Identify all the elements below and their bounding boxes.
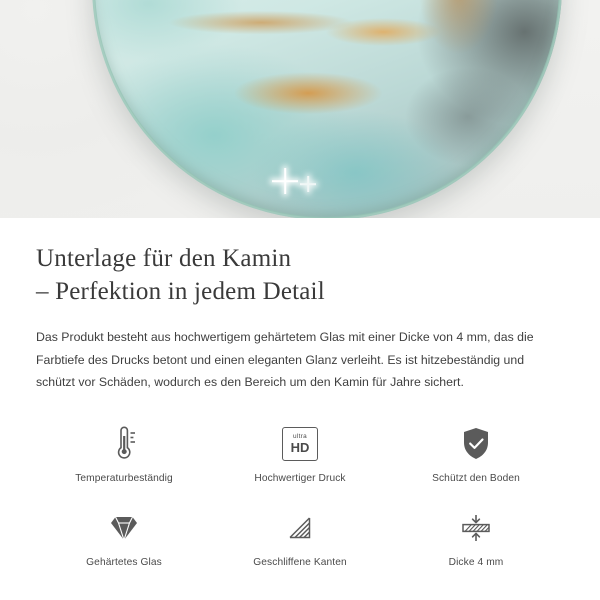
- page-title-line-1: Unterlage für den Kamin: [36, 245, 292, 272]
- feature-grid: [36, 418, 564, 574]
- product-description: Das Produkt besteht aus hochwertigem gehärtetem Glas mit einer Dicke von 4 mm, das die Farbtiefe des Drucks betont und einen eleganten Glanz verleiht. Es ist hitzebeständig und schützt vor Schäden, wodurch es den Bereich um den Kamin für Jahre sichert.: [36, 330, 534, 390]
- thermometer-icon: [102, 422, 146, 466]
- feature-label: Geschliffene Kanten: [253, 557, 347, 569]
- feature-item-tempered-glass: [36, 502, 212, 574]
- thickness-arrows-icon: [454, 506, 498, 550]
- feature-label: Gehärtetes Glas: [86, 557, 162, 569]
- page-title: [36, 242, 564, 308]
- feature-item-temperature: [36, 418, 212, 490]
- page-title-line-2: – Perfektion in jedem Detail: [36, 278, 325, 305]
- feature-item-floor-protection: [388, 418, 564, 490]
- badge-bottom-text: HD: [290, 440, 310, 456]
- feature-item-print-quality: [212, 418, 388, 490]
- feature-label: Hochwertiger Druck: [254, 473, 346, 485]
- polished-edges-icon: [278, 506, 322, 550]
- feature-item-polished-edges: [212, 502, 388, 574]
- badge-top-text: ultra: [293, 433, 307, 440]
- feature-label: Schützt den Boden: [432, 473, 520, 485]
- feature-item-thickness: [388, 502, 564, 574]
- content-area: [0, 218, 600, 574]
- diamond-icon: [102, 506, 146, 550]
- ultra-hd-badge-icon: [282, 422, 318, 466]
- feature-label: Dicke 4 mm: [448, 557, 504, 569]
- hero-image: [0, 0, 600, 218]
- shield-check-icon: [454, 422, 498, 466]
- feature-label: Temperaturbeständig: [75, 473, 173, 485]
